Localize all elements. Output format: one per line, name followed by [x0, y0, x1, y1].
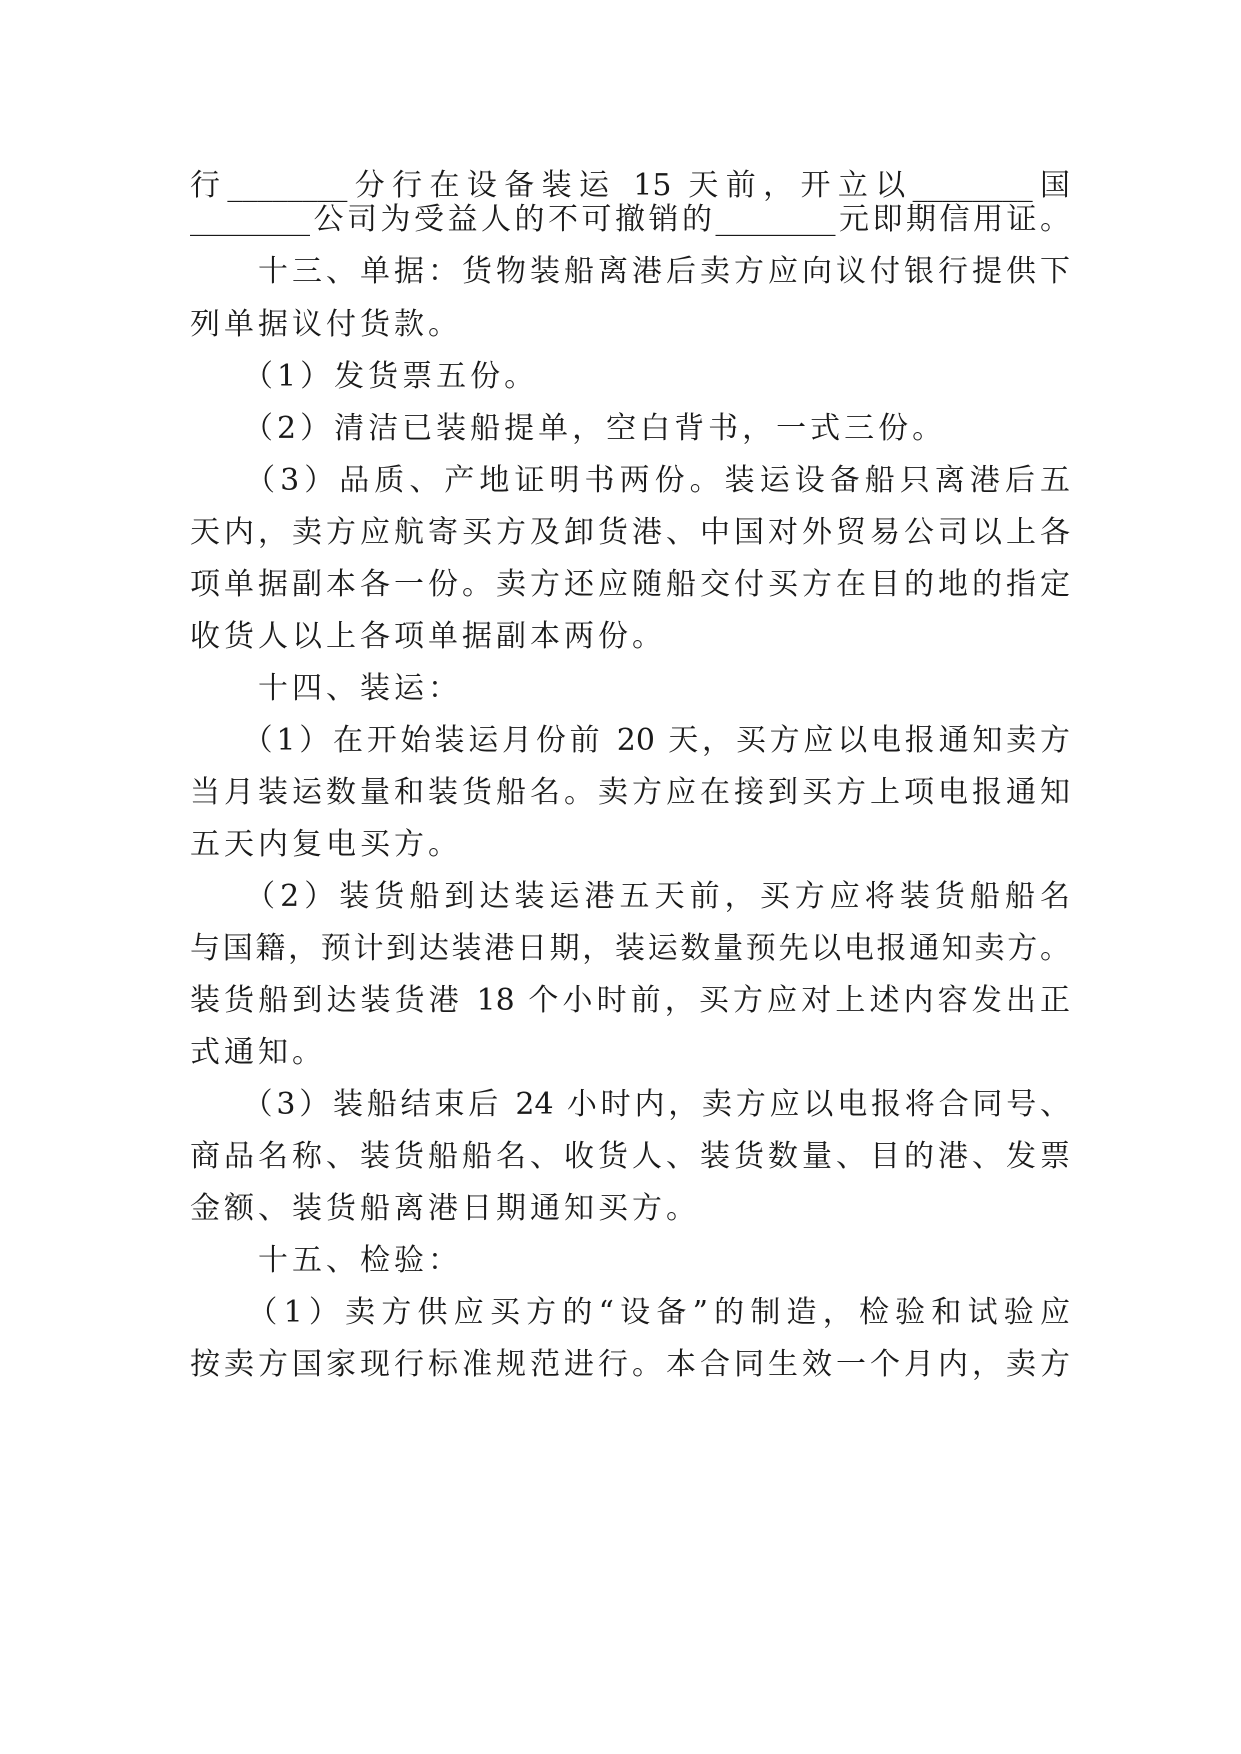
text-line-22: 十五、检验：	[190, 1243, 462, 1278]
text-line-19: （3）装船结束后 24 小时内，卖方应以电报将合同号、	[190, 1087, 1070, 1122]
text-line-21: 金额、装货船离港日期通知买方。	[190, 1191, 700, 1226]
text-line-15: （2）装货船到达装运港五天前，买方应将装货船船名	[190, 879, 1070, 914]
text-line-7: （3）品质、产地证明书两份。装运设备船只离港后五	[190, 463, 1070, 498]
text-line-11: 十四、装运：	[190, 671, 462, 706]
text-line-17: 装货船到达装货港 18 个小时前，买方应对上述内容发出正	[190, 983, 1070, 1018]
text-line-6: （2）清洁已装船提单，空白背书，一式三份。	[190, 411, 947, 446]
text-line-12: （1）在开始装运月份前 20 天，买方应以电报通知卖方	[190, 723, 1070, 758]
text-line-5: （1）发货票五份。	[190, 359, 539, 394]
text-line-4: 列单据议付货款。	[190, 307, 462, 342]
text-line-18: 式通知。	[190, 1035, 326, 1070]
text-line-24: 按卖方国家现行标准规范进行。本合同生效一个月内，卖方	[190, 1347, 1070, 1382]
text-line-2: ________公司为受益人的不可撤销的________元即期信用证。	[190, 202, 1070, 237]
text-line-10: 收货人以上各项单据副本两份。	[190, 619, 666, 654]
text-line-23: （1）卖方供应买方的“设备”的制造，检验和试验应	[190, 1295, 1070, 1330]
text-line-16: 与国籍，预计到达装港日期，装运数量预先以电报通知卖方。	[190, 931, 1070, 966]
text-line-8: 天内，卖方应航寄买方及卸货港、中国对外贸易公司以上各	[190, 515, 1070, 550]
text-line-13: 当月装运数量和装货船名。卖方应在接到买方上项电报通知	[190, 775, 1070, 810]
text-line-20: 商品名称、装货船船名、收货人、装货数量、目的港、发票	[190, 1139, 1070, 1174]
text-line-14: 五天内复电买方。	[190, 827, 462, 862]
text-line-9: 项单据副本各一份。卖方还应随船交付买方在目的地的指定	[190, 567, 1070, 602]
text-line-3: 十三、单据：货物装船离港后卖方应向议付银行提供下	[190, 254, 1070, 289]
text-line-1: 行________分行在设备装运 15 天前，开立以________国	[190, 168, 1070, 203]
